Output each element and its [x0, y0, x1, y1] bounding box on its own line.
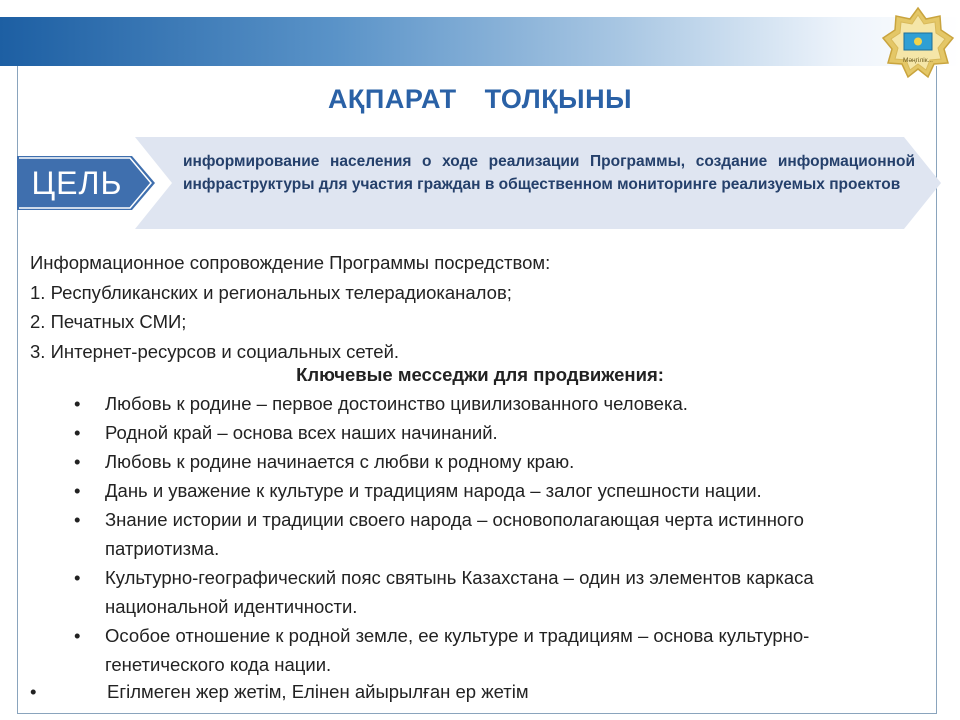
page-title: АҚПАРАТ ТОЛҚЫНЫ: [327, 84, 633, 114]
message-item: [74, 389, 915, 418]
bullet: •: [30, 681, 37, 702]
bullet: •: [74, 451, 81, 472]
intro-item: 2. Печатных СМИ;: [30, 311, 187, 332]
intro-item: 1. Республиканских и региональных телерадиоканалов;: [30, 281, 512, 303]
message-text: Особое отношение к родной земле, ее культуре и традициям – основа культурно-генетического кода нации.: [105, 625, 810, 675]
emblem-logo: [880, 6, 956, 82]
goal-label: ЦЕЛЬ: [31, 165, 123, 201]
message-text: Дань и уважение к культуре и традициям народа – залог успешности нации.: [105, 480, 762, 501]
proverb: [30, 677, 910, 706]
message-text: Любовь к родине – первое достоинство цивилизованного человека.: [105, 393, 688, 414]
logo-caption: Мәңгілік...: [903, 57, 933, 64]
message-item: [74, 621, 915, 679]
bullet: •: [74, 393, 81, 414]
proverb-text: Егілмеген жер жетім, Елінен айырылған ер жетім: [107, 681, 529, 702]
message-item: [74, 447, 915, 476]
intro-item: 3. Интернет-ресурсов и социальных сетей.: [30, 340, 400, 362]
bullet: •: [74, 422, 81, 443]
message-text: Любовь к родине начинается с любви к родному краю.: [105, 451, 575, 472]
message-item: [74, 418, 915, 447]
messages-heading: Ключевые месседжи для продвижения:: [296, 364, 664, 385]
message-item: [74, 476, 915, 505]
bullet: •: [74, 625, 81, 646]
header-band: [0, 17, 960, 66]
intro-block: [30, 248, 910, 366]
message-item: [74, 505, 915, 563]
message-text: Культурно-географический пояс святынь Казахстана – один из элементов каркаса национальной идентичности.: [105, 567, 814, 617]
messages-list: [74, 389, 915, 679]
bullet: •: [74, 480, 81, 501]
bullet: •: [74, 567, 81, 588]
intro-lead: Информационное сопровождение Программы посредством:: [30, 252, 551, 273]
goal-text: информирование населения о ходе реализации Программы, создание информационной инфраструктуры для участия граждан в общественном мониторинге реализуемых проектов: [183, 153, 915, 193]
bullet: •: [74, 509, 81, 530]
message-text: Знание истории и традиции своего народа – основополагающая черта истинного патриотизма.: [105, 509, 804, 559]
message-text: Родной край – основа всех наших начинаний.: [105, 422, 498, 443]
message-item: [74, 563, 915, 621]
